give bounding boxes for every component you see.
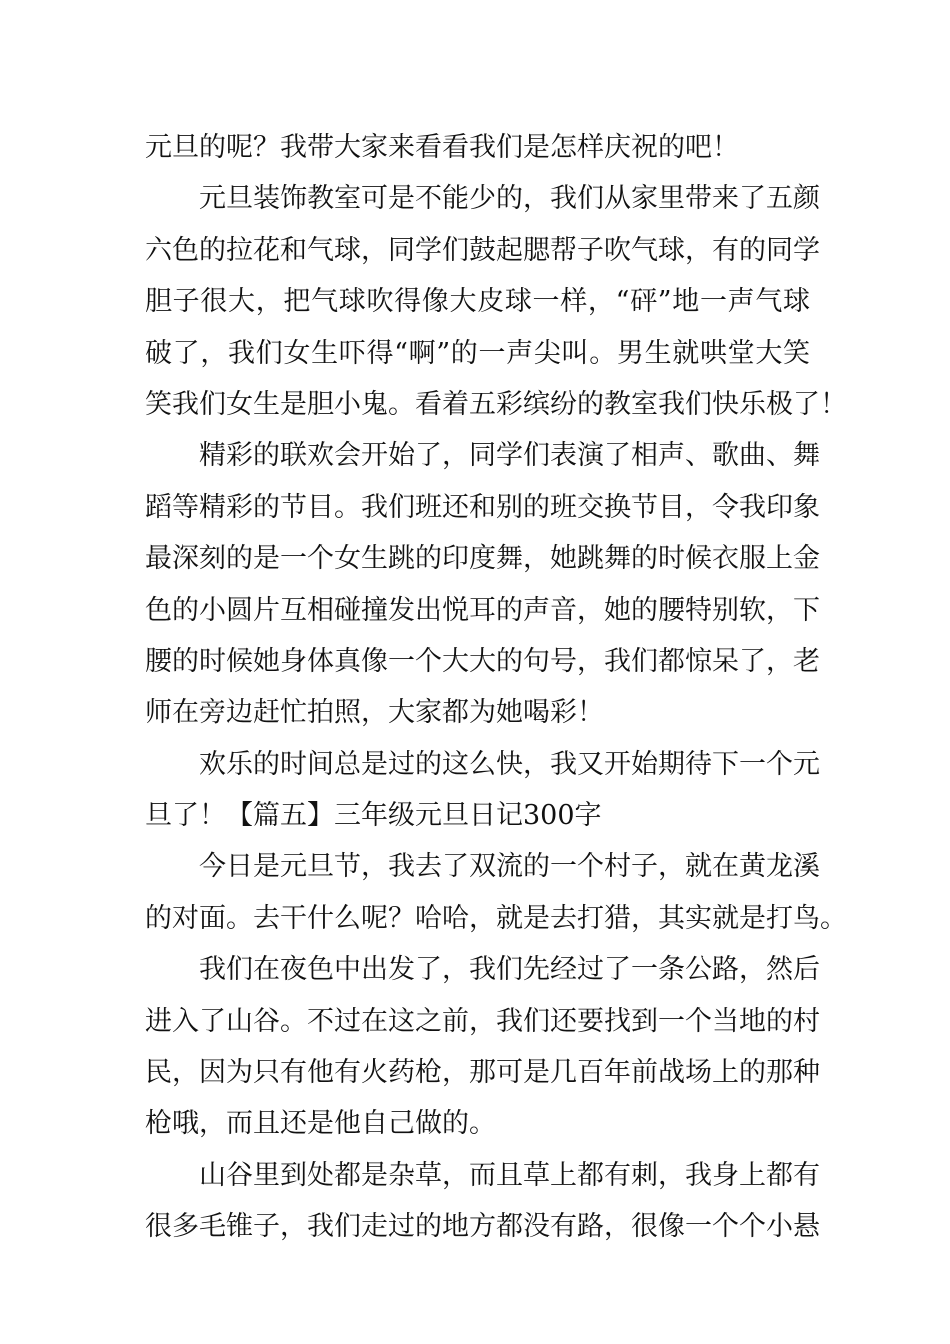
paragraph-first-line: 今日是元旦节，我去了双流的一个村子，就在黄龙溪 [199, 851, 820, 883]
text-line: 元旦的呢？我带大家来看看我们是怎样庆祝的吧！ [145, 132, 739, 163]
document-body [145, 122, 847, 1253]
text-line: 最深刻的是一个女生跳的印度舞，她跳舞的时候衣服上金 [145, 543, 820, 575]
text-line: 蹈等精彩的节目。我们班还和别的班交换节目，令我印象 [145, 491, 820, 523]
text-line: 很多毛锥子，我们走过的地方都没有路，很像一个个小悬 [145, 1211, 820, 1243]
text-line: 枪哦，而且还是他自己做的。 [145, 1108, 496, 1140]
text-line: 色的小圆片互相碰撞发出悦耳的声音，她的腰特别软，下 [145, 594, 820, 626]
paragraph-first-line: 精彩的联欢会开始了，同学们表演了相声、歌曲、舞 [199, 440, 820, 472]
paragraph-first-line: 元旦装饰教室可是不能少的，我们从家里带来了五颜 [199, 183, 820, 215]
text-line: 笑我们女生是胆小鬼。看着五彩缤纷的教室我们快乐极了！ [145, 388, 847, 420]
text-line: 民，因为只有他有火药枪，那可是几百年前战场上的那种 [145, 1057, 820, 1089]
text-line: 六色的拉花和气球，同学们鼓起腮帮子吹气球，有的同学 [145, 234, 820, 266]
text-line: 腰的时候她身体真像一个大大的句号，我们都惊呆了，老 [145, 645, 820, 677]
text-line: 师在旁边赶忙拍照，大家都为她喝彩！ [145, 697, 604, 729]
text-line: 破了，我们女生吓得“啊”的一声尖叫。男生就哄堂大笑 [145, 337, 810, 369]
text-line: 胆子很大，把气球吹得像大皮球一样，“砰”地一声气球 [145, 286, 810, 318]
section-heading-line: 旦了！【篇五】三年级元旦日记300字 [145, 800, 602, 832]
paragraph-first-line: 山谷里到处都是杂草，而且草上都有刺，我身上都有 [199, 1159, 820, 1191]
text-line: 进入了山谷。不过在这之前，我们还要找到一个当地的村 [145, 1005, 820, 1037]
text-line: 的对面。去干什么呢？哈哈，就是去打猎，其实就是打鸟。 [145, 902, 847, 934]
paragraph-first-line: 欢乐的时间总是过的这么快，我又开始期待下一个元 [199, 748, 820, 780]
paragraph-first-line: 我们在夜色中出发了，我们先经过了一条公路，然后 [199, 954, 820, 986]
